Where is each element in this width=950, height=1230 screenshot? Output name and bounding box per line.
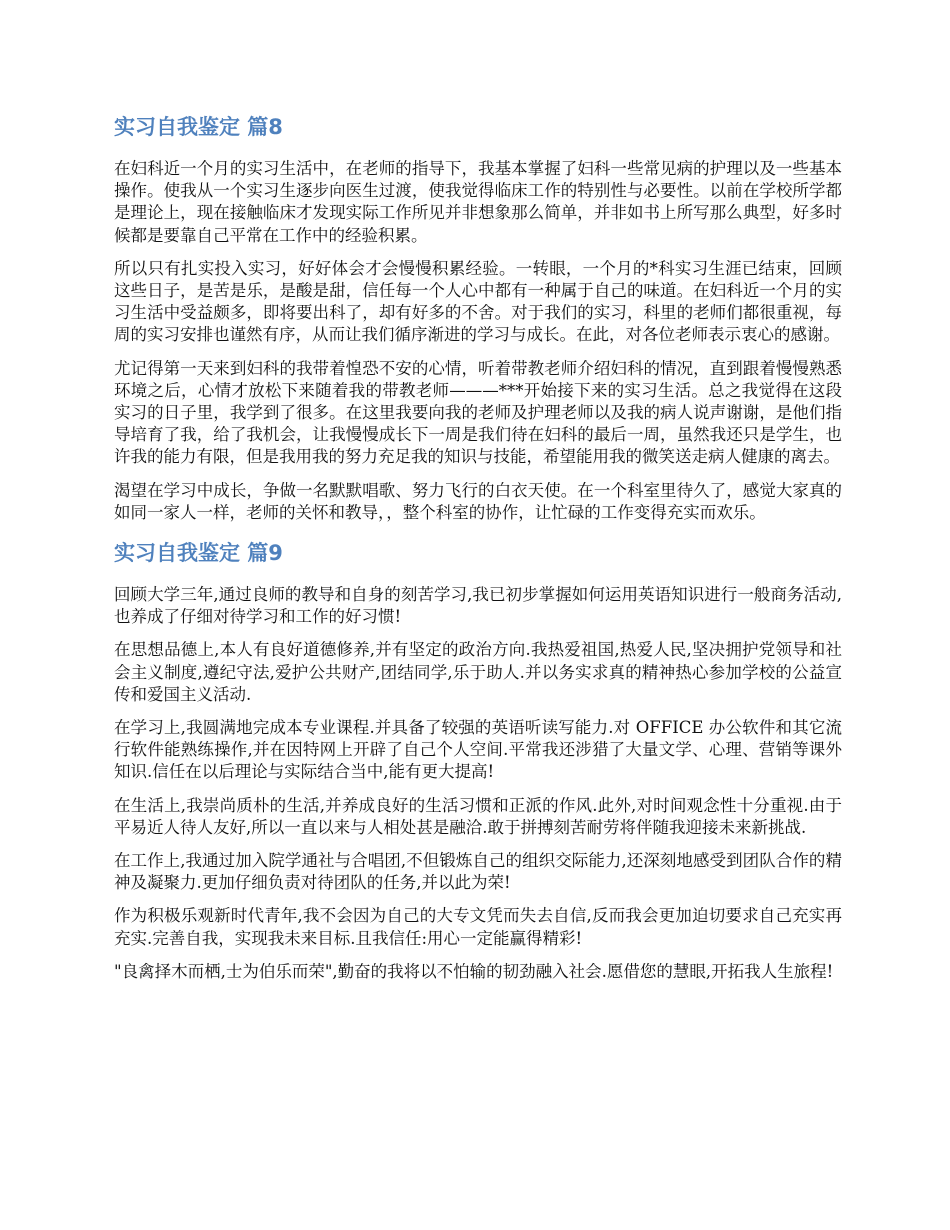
paragraph: 作为积极乐观新时代青年,我不会因为自己的大专文凭而失去自信,反而我会更加迫切要求自己充实再充实.完善自我，实现我未来目标.且我信任:用心一定能赢得精彩!: [114, 906, 842, 948]
paragraph: 在妇科近一个月的实习生活中，在老师的指导下，我基本掌握了妇科一些常见病的护理以及一些基本操作。使我从一个实习生逐步向医生过渡，使我觉得临床工作的特别性与必要性。以前在学校所学都是理论上，现在接触临床才发现实际工作所见并非想象那么简单，并非如书上所写那么典型，好多时候都是要靠自己平常在工作中的经验积累。: [114, 159, 842, 245]
paragraph: 渴望在学习中成长，争做一名默默唱歌、努力飞行的白衣天使。在一个科室里待久了，感觉大家真的如同一家人一样，老师的关怀和教导，，整个科室的协作，让忙碌的工作变得充实而欢乐。: [114, 480, 842, 522]
paragraph: 在思想品德上,本人有良好道德修养,并有坚定的政治方向.我热爱祖国,热爱人民,坚决拥护党领导和社会主义制度,遵纪守法,爱护公共财产,团结同学,乐于助人.并以务实求真的精神热心参加学校的公益宣传和爱国主义活动.: [114, 640, 842, 704]
paragraph: 回顾大学三年,通过良师的教导和自身的刻苦学习,我已初步掌握如何运用英语知识进行一般商务活动,也养成了仔细对待学习和工作的好习惯!: [114, 585, 842, 627]
document-page: [114, 112, 842, 994]
paragraph: "良禽择木而栖,士为伯乐而荣",勤奋的我将以不怕输的韧劲融入社会.愿借您的慧眼,开拓我人生旅程!: [114, 961, 834, 981]
paragraph: 在工作上,我通过加入院学通社与合唱团,不但锻炼自己的组织交际能力,还深刻地感受到团队合作的精神及凝聚力.更加仔细负责对待团队的任务,并以此为荣!: [114, 851, 842, 893]
section-heading: 实习自我鉴定 篇8: [114, 115, 283, 139]
paragraph: 在学习上,我圆满地完成本专业课程.并具备了较强的英语听读写能力.对 OFFICE 办公软件和其它流行软件能熟练操作,并在因特网上开辟了自己个人空间.平常我还涉猎了大量文学、心理、营销等课外知识.信任在以后理论与实际结合当中,能有更大提高!: [114, 718, 842, 782]
paragraph: 所以只有扎实投入实习，好好体会才会慢慢积累经验。一转眼，一个月的*科实习生涯已结束，回顾这些日子，是苦是乐，是酸是甜，信任每一个人心中都有一种属于自己的味道。在妇科近一个月的实习生活中受益颇多，即将要出科了，却有好多的不舍。对于我们的实习，科里的老师们都很重视，每周的实习安排也谨然有序，从而让我们循序渐进的学习与成长。在此，对各位老师表示衷心的感谢。: [114, 258, 842, 345]
section-heading: 实习自我鉴定 篇9: [114, 541, 283, 566]
paragraph: 尤记得第一天来到妇科的我带着惶恐不安的心情，听着带教老师介绍妇科的情况，直到跟着慢慢熟悉环境之后，心情才放松下来随着我的带教老师———***开始接下来的实习生活。总之我觉得在这段实习的日子里，我学到了很多。在这里我要向我的老师及护理老师以及我的病人说声谢谢，是他们指导培育了我，给了我机会，让我慢慢成长下一周是我们待在妇科的最后一周，虽然我还只是学生，也许我的能力有限，但是我用我的努力充足我的知识与技能，希望能用我的微笑送走病人健康的离去。: [114, 358, 842, 467]
paragraph: 在生活上,我崇尚质朴的生活,并养成良好的生活习惯和正派的作风.此外,对时间观念性十分重视.由于平易近人待人友好,所以一直以来与人相处甚是融洽.敢于拼搏刻苦耐劳将伴随我迎接未来新挑战.: [114, 795, 842, 837]
